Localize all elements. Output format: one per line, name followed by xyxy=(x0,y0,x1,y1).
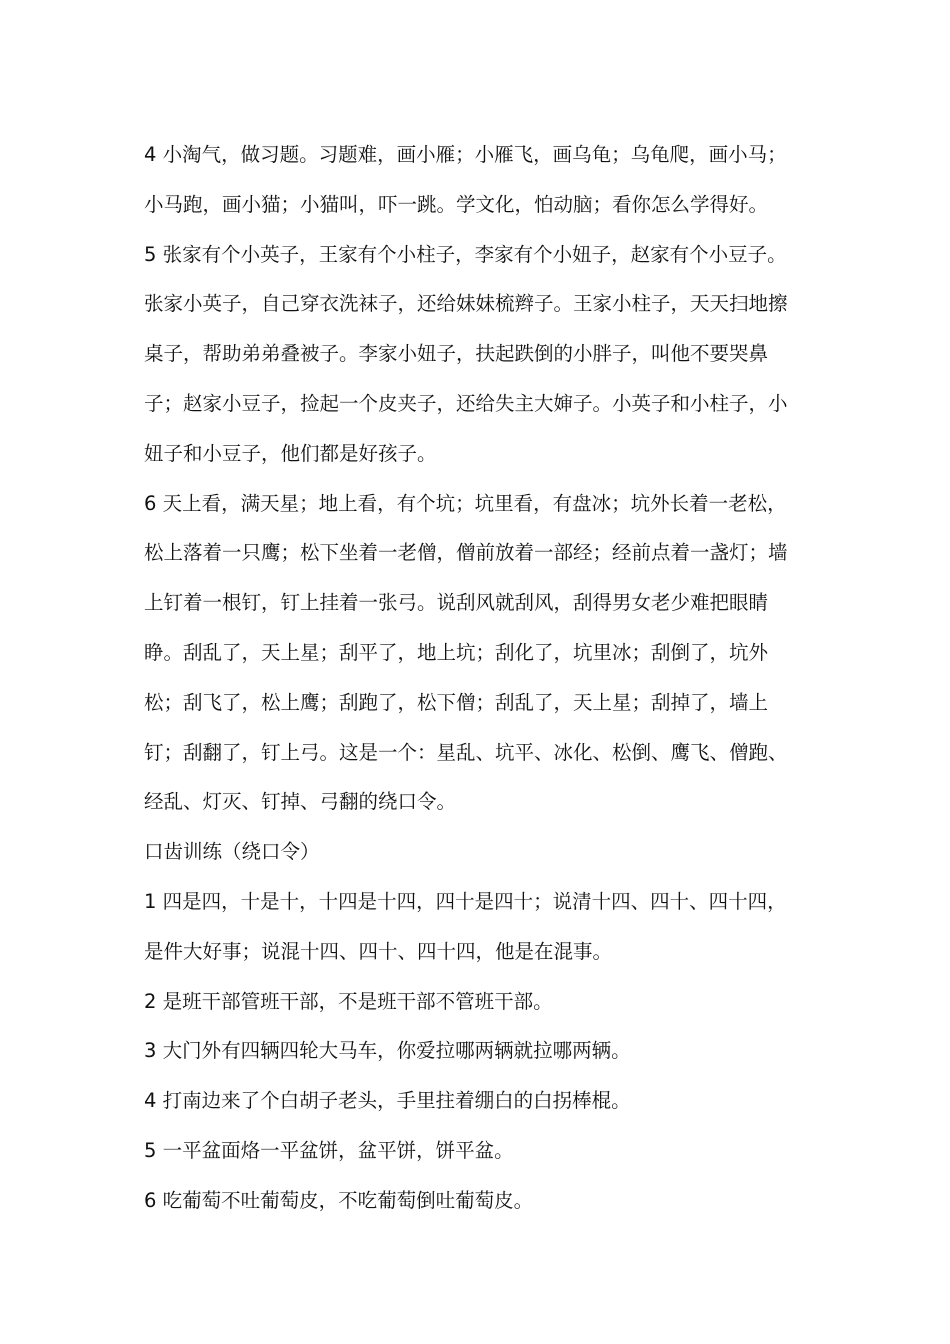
document-body xyxy=(144,130,806,1226)
paragraph-item-2: 2 是班干部管班干部，不是班干部不管班干部。 xyxy=(144,989,553,1013)
paragraph-item-6: 6 吃葡萄不吐葡萄皮，不吃葡萄倒吐葡萄皮。 xyxy=(144,1188,534,1212)
paragraph-item-3: 3 大门外有四辆四轮大马车，你爱拉哪两辆就拉哪两辆。 xyxy=(144,1039,631,1063)
paragraph-item-1: 1 四是四，十是十，十四是十四，四十是四十；说清十四、四十、四十四，是件大好事；说混十四、四十、四十四，他是在混事。 xyxy=(144,889,787,963)
paragraph-item-5: 5 一平盆面烙一平盆饼，盆平饼，饼平盆。 xyxy=(144,1138,514,1162)
paragraph-item-4: 4 打南边来了个白胡子老头，手里拄着绷白的白拐棒棍。 xyxy=(144,1089,631,1113)
paragraph-tongue-twister-5: 5 张家有个小英子，王家有个小柱子，李家有个小妞子，赵家有个小豆子。张家小英子，自己穿衣洗袜子，还给妹妹梳辫子。王家小柱子，天天扫地擦桌子，帮助弟弟叠被子。李家小妞子，扶起跌倒的小胖子，叫他不要哭鼻子；赵家小豆子，捡起一个皮夹子，还给失主大婶子。小英子和小柱子，小妞子和小豆子，他们都是好孩子。 xyxy=(144,242,788,465)
paragraph-tongue-twister-4: 4 小淘气，做习题。习题难，画小雁；小雁飞，画乌龟；乌龟爬，画小马；小马跑，画小猫；小猫叫，吓一跳。学文化，怕动脑；看你怎么学得好。 xyxy=(144,143,787,216)
section-heading: 口齿训练（绕口令） xyxy=(144,840,320,864)
paragraph-tongue-twister-6: 6 天上看，满天星；地上看，有个坑；坑里看，有盘冰；坑外长着一老松，松上落着一只鹰；松下坐着一老僧，僧前放着一部经；经前点着一盏灯；墙上钉着一根钉，钉上挂着一张弓。说刮风就刮风，刮得男女老少难把眼睛睁。刮乱了，天上星；刮平了，地上坑；刮化了，坑里冰；刮倒了，坑外松；刮飞了，松上鹰；刮跑了，松下僧；刮乱了，天上星；刮掉了，墙上钉；刮翻了，钉上弓。这是一个：星乱、坑平、冰化、松倒、鹰飞、僧跑、经乱、灯灭、钉掉、弓翻的绕口令。 xyxy=(144,491,788,814)
